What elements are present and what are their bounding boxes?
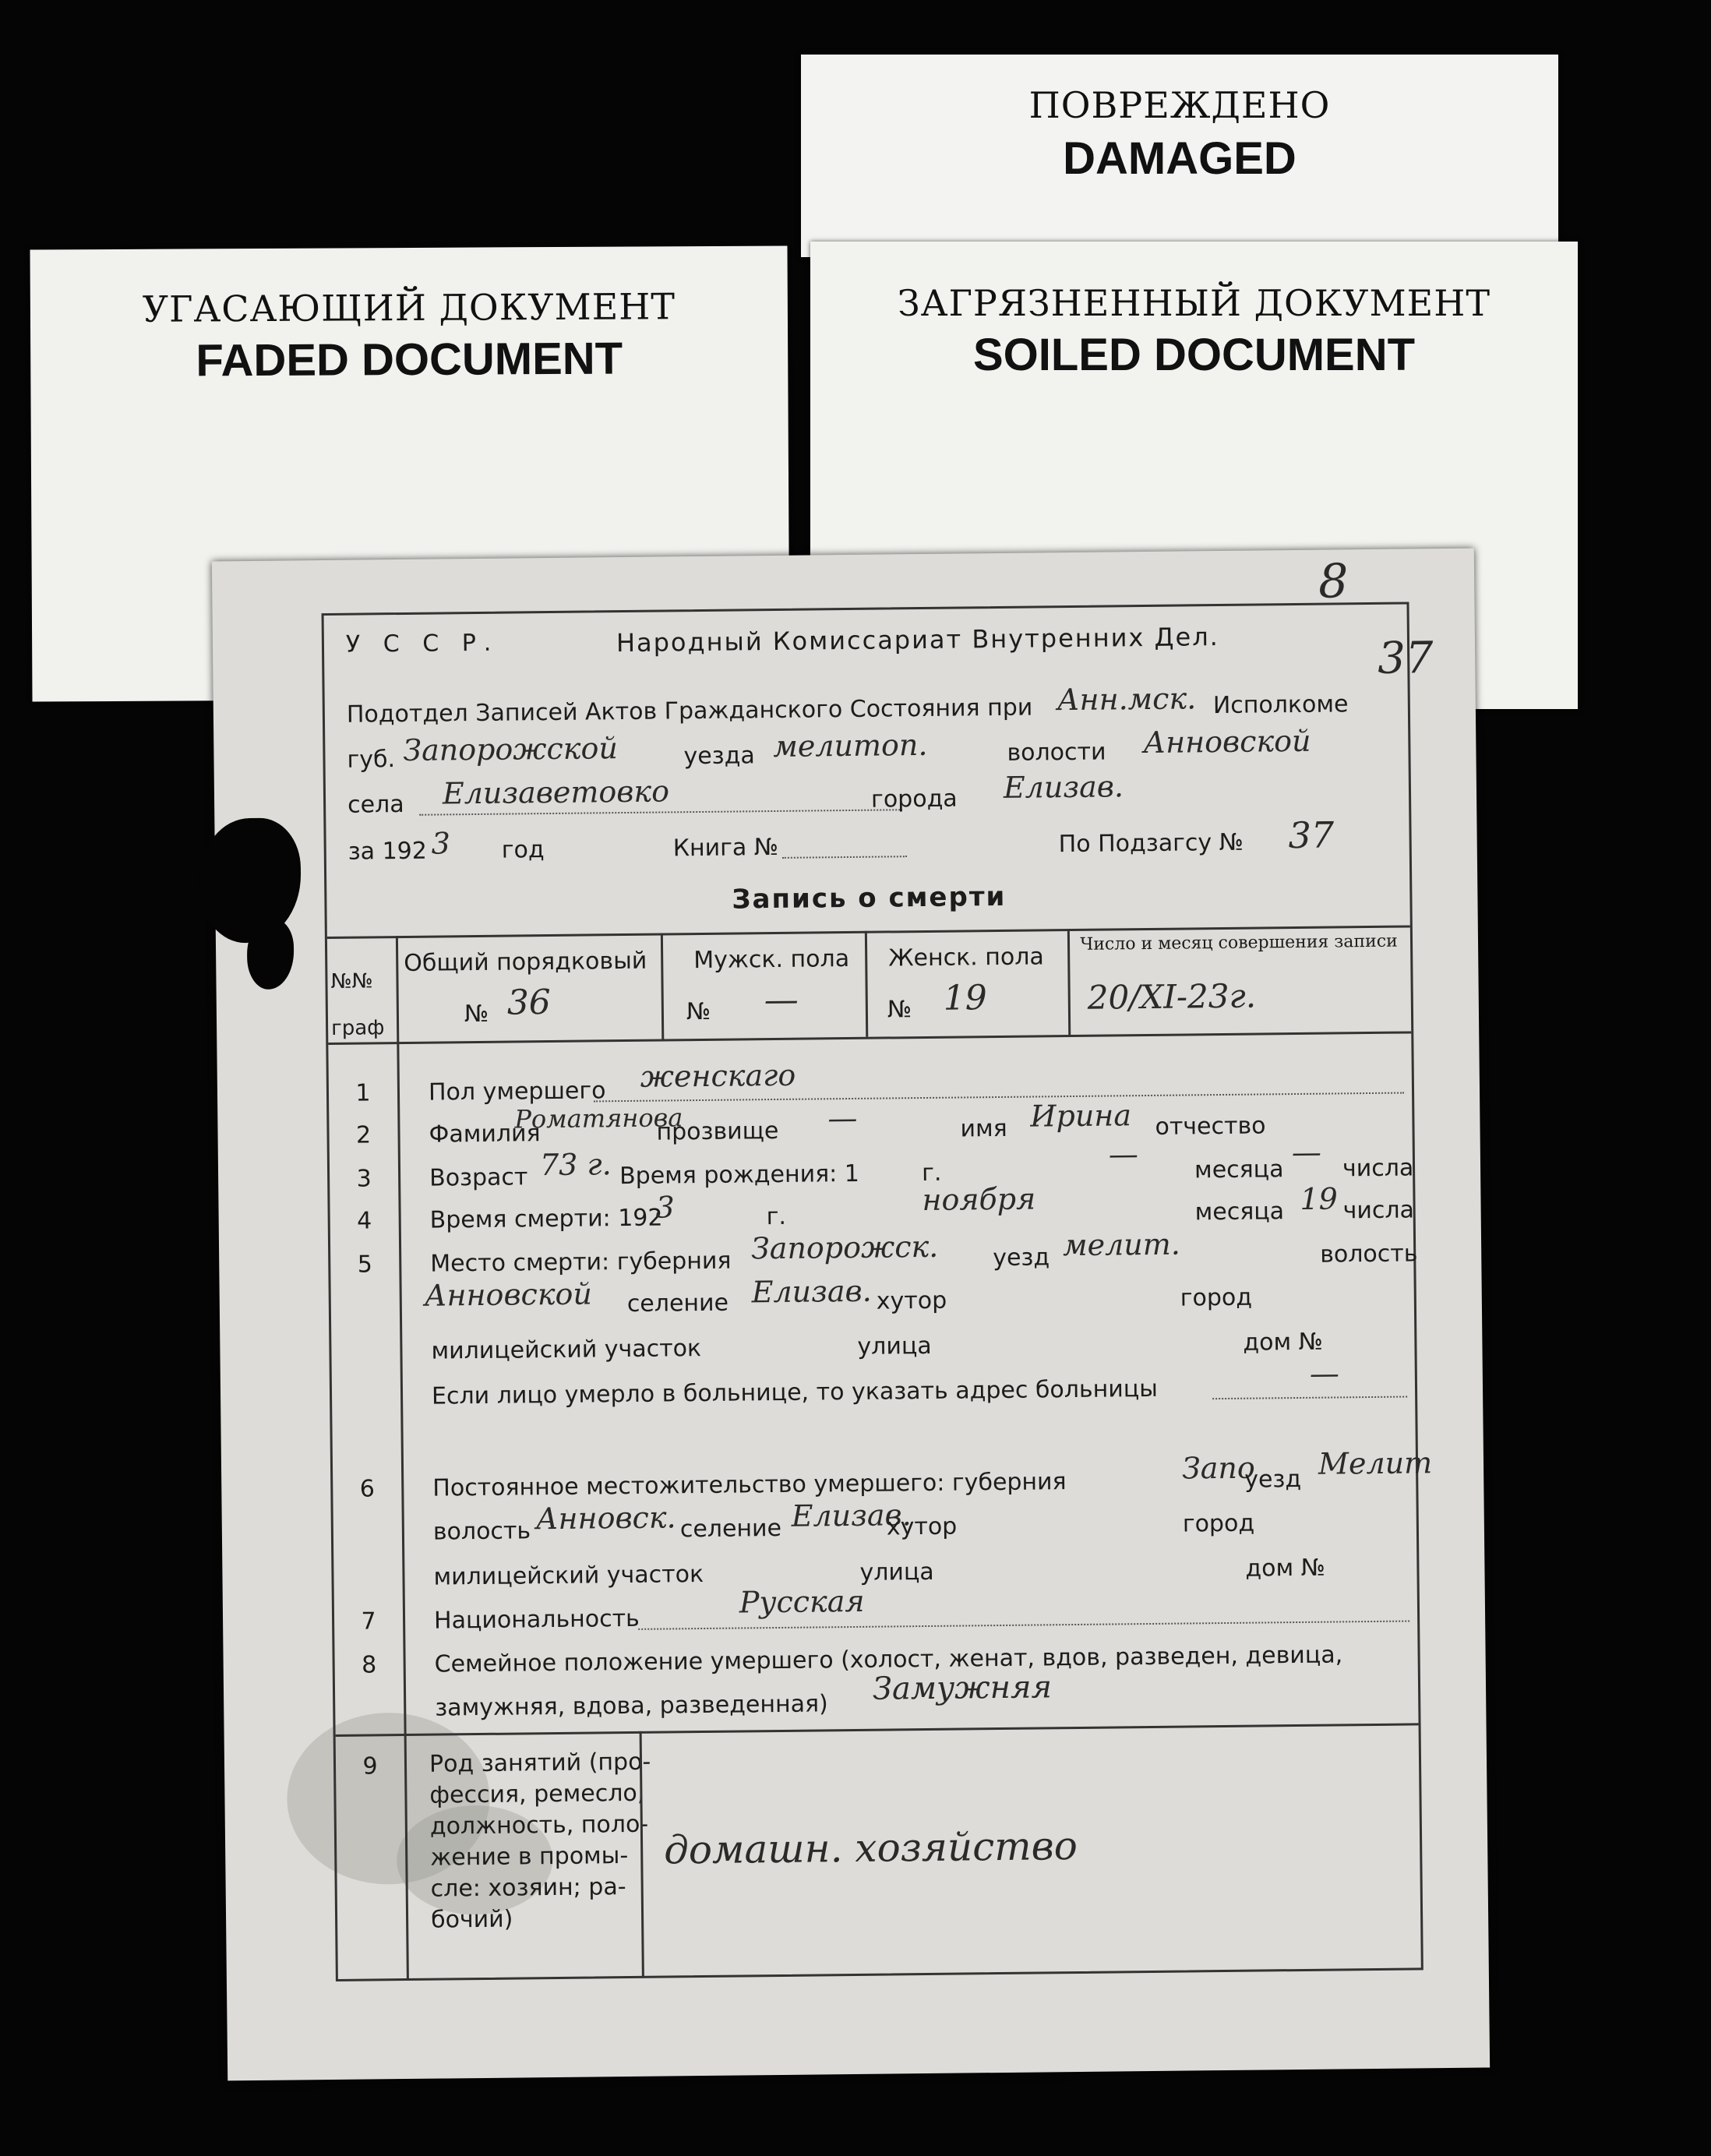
row-number: 8 [361, 1651, 377, 1679]
col-graf-header: №№ граф [330, 969, 385, 1040]
col-female-no: № [887, 996, 912, 1024]
residence-volost-label: волость [432, 1517, 531, 1546]
residence-house-label: дом № [1245, 1554, 1326, 1583]
marital-value: Замужняя [872, 1669, 1053, 1707]
fill-line [638, 1621, 1409, 1630]
occupation-label [429, 1747, 653, 1936]
death-uezd-value: мелит. [1062, 1226, 1181, 1263]
col-date-header: Число и месяц совершения записи [1080, 931, 1398, 954]
year-label: за 192 [347, 837, 428, 866]
gorod-label: города [870, 785, 958, 813]
soiled-label-ru: ЗАГРЯЗНЕННЫЙ ДОКУМЕНТ [897, 282, 1491, 324]
residence-uezd-value: Мелит [1318, 1445, 1433, 1481]
volost-handwritten: Анновской [1143, 723, 1311, 760]
occupation-label-line: жение в промы- [430, 1842, 629, 1872]
occupation-label-line: должность, поло- [429, 1810, 649, 1840]
faded-label-ru: УГАСАЮЩИЙ ДОКУМЕНТ [142, 285, 676, 330]
death-selenie-label: селение [626, 1289, 729, 1318]
form-frame [322, 602, 1433, 1981]
occupation-value: домашн. хозяйство [663, 1823, 1078, 1873]
occupation-label-line: сле: хозяин; ра- [430, 1873, 626, 1903]
name-label: имя [960, 1114, 1007, 1143]
birth-month-label: месяца [1194, 1156, 1284, 1184]
residence-label: Постоянное местожительство умершего: губерния [432, 1468, 1067, 1502]
table-rule [328, 1031, 1411, 1045]
hospital-label: Если лицо умерло в больнице, то указать адрес больницы [431, 1374, 1159, 1410]
commissariat-title: Народный Комиссариат Внутренних Дел. [616, 622, 1220, 658]
death-volost-label: волость [1320, 1240, 1418, 1269]
surname-value: Роматянова [514, 1103, 683, 1134]
death-day-label: числа [1342, 1196, 1415, 1225]
death-volost-value: Анновской [424, 1276, 593, 1313]
nickname-label: прозвище [656, 1117, 779, 1146]
death-day-value: 19 [1300, 1181, 1339, 1216]
col-male-value: — [764, 979, 799, 1021]
corner-mark-top: 8 [1318, 554, 1349, 609]
nationality-value: Русская [739, 1583, 865, 1620]
uezd-label: уезда [683, 742, 755, 771]
damaged-label-en: DAMAGED [1063, 133, 1296, 184]
nationality-label: Национальность [433, 1604, 640, 1635]
subzags-handwritten: 37 [1288, 813, 1335, 857]
death-place-label: Место смерти: губерния [430, 1247, 732, 1278]
record-title: Запись о смерти [732, 880, 1007, 916]
selo-handwritten: Елизаветовко [442, 774, 670, 811]
executive-label: Исполкоме [1212, 690, 1349, 720]
death-house-label: дом № [1243, 1328, 1324, 1357]
damage-hole [247, 919, 295, 990]
table-rule [336, 1723, 1419, 1737]
row-number: 2 [355, 1121, 372, 1149]
death-time-label: Время смерти: 192 [429, 1204, 663, 1234]
fill-line [1212, 1396, 1407, 1400]
death-record-document [212, 549, 1490, 2081]
residence-gub-value: Запо [1181, 1450, 1256, 1486]
col-general-header: Общий порядковый [404, 947, 647, 977]
occupation-label-line: фессия, ремесло, [429, 1779, 645, 1809]
death-selenie-value: Елизав. [751, 1273, 872, 1310]
name-value: Ирина [1030, 1098, 1132, 1134]
age-value: 73 г. [539, 1147, 612, 1183]
residence-uezd-label: уезд [1244, 1465, 1302, 1494]
patronymic-label: отчество [1155, 1112, 1266, 1141]
residence-street-label: улица [859, 1558, 934, 1586]
row-number: 6 [359, 1475, 376, 1503]
residence-khutor-label: хутор [886, 1512, 958, 1541]
sex-value: женскаго [640, 1057, 796, 1094]
soiled-label-en: SOILED DOCUMENT [972, 330, 1416, 380]
col-date-value: 20/XI-23г. [1087, 976, 1257, 1017]
death-khutor-label: хутор [876, 1286, 947, 1315]
damaged-label-card [801, 55, 1558, 257]
death-year-value: 3 [655, 1190, 675, 1225]
sex-label: Пол умершего [428, 1077, 606, 1106]
row-number: 1 [355, 1079, 371, 1107]
residence-selenie-label: селение [679, 1514, 782, 1544]
col-male-header: Мужск. пола [693, 944, 850, 975]
selo-label: села [347, 790, 404, 819]
page-number: 37 [1377, 633, 1434, 684]
row-number: 7 [361, 1607, 376, 1636]
table-column-rule [396, 936, 409, 1980]
marital-label: Семейное положение умершего (холост, женат, вдов, разведен, девица, [434, 1641, 1343, 1678]
death-militia-label: милицейский участок [431, 1335, 702, 1365]
residence-selenie-value: Елизав. [791, 1498, 912, 1533]
gub-handwritten: Запорожской [403, 731, 619, 767]
death-gub-value: Запорожск. [750, 1229, 939, 1266]
faded-label-en: FADED DOCUMENT [196, 333, 623, 386]
age-label: Возраст [429, 1163, 528, 1192]
birth-label: Время рождения: 1 [619, 1159, 860, 1191]
residence-volost-value: Анновск. [535, 1500, 676, 1537]
table-column-rule [661, 933, 664, 1039]
death-month-value: ноября [922, 1181, 1036, 1218]
birth-month-value: — [1108, 1137, 1139, 1172]
year-suffix: год [501, 836, 545, 864]
birth-day-value: — [1291, 1134, 1322, 1170]
residence-militia-label: милицейский участок [433, 1560, 704, 1591]
col-male-no: № [686, 997, 711, 1026]
damaged-label-ru: ПОВРЕЖДЕНО [1028, 84, 1331, 126]
table-column-rule [865, 931, 868, 1037]
birth-day-label: числа [1342, 1154, 1414, 1183]
row-number: 4 [356, 1207, 372, 1235]
table-column-rule [1067, 929, 1071, 1035]
nickname-value: — [827, 1100, 858, 1136]
surname-label: Фамилия [429, 1120, 541, 1149]
occupation-label-line: бочий) [430, 1905, 513, 1934]
row-number: 9 [362, 1752, 378, 1780]
subdept-handwritten: Анн.мск. [1057, 681, 1197, 718]
birth-year-suffix: г. [921, 1159, 942, 1187]
book-label: Книга № [672, 833, 779, 863]
marital-label-cont: замужняя, вдова, разведенная) [435, 1690, 828, 1722]
hospital-value: — [1309, 1356, 1340, 1391]
subdept-label: Подотдел Записей Актов Гражданского Состояния при [346, 693, 1033, 729]
residence-gorod-label: город [1182, 1509, 1255, 1538]
col-female-header: Женск. пола [888, 943, 1044, 972]
gorod-handwritten: Елизав. [1003, 769, 1124, 805]
subzags-label: По Подзагсу № [1058, 828, 1244, 859]
uezd-handwritten: мелитоп. [773, 727, 928, 764]
fill-line [594, 1092, 1404, 1103]
death-street-label: улица [857, 1332, 932, 1360]
col-general-value: 36 [506, 983, 552, 1023]
death-month-label: месяца [1194, 1198, 1285, 1226]
fill-line [782, 856, 907, 859]
row-number: 3 [356, 1165, 372, 1193]
death-gorod-label: город [1180, 1283, 1253, 1312]
occupation-label-line: Род занятий (про- [429, 1748, 651, 1778]
row-number: 5 [357, 1251, 373, 1279]
col-general-no: № [464, 1000, 489, 1029]
death-year-suffix: г. [766, 1202, 787, 1231]
republic-label: У С С Р. [345, 629, 499, 658]
year-handwritten: 3 [431, 826, 451, 861]
volost-label: волости [1007, 738, 1106, 767]
col-female-value: 19 [943, 978, 988, 1018]
death-uezd-label: уезд [993, 1244, 1050, 1272]
gub-label: губ. [347, 746, 396, 774]
